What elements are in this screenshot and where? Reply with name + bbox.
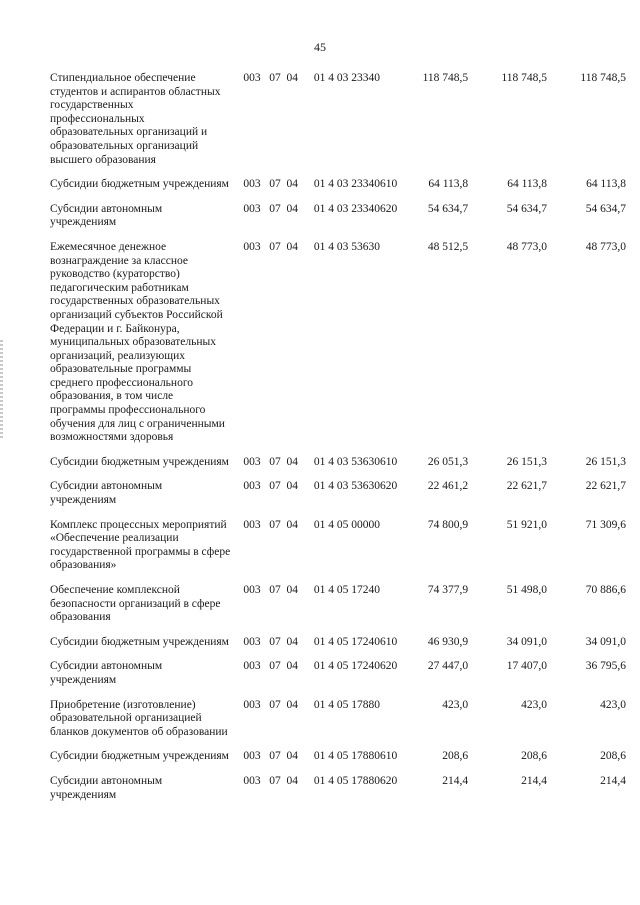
expense-type: 610 (380, 750, 398, 763)
table-row (50, 519, 626, 584)
table-row (50, 636, 626, 661)
ved-code: 003 (243, 240, 261, 253)
row-name: Ежемесячное денежное вознаграждение за классное руководство (кураторство) педагогическим работникам государственных образовательных организаций субъектов Российской Федерации и г. Байконура, муниципальных образовательных организаций, реализующих образовательные программы среднего профессионального образования, в том числе программы профессионального обучения для лиц с ограниченными возможностями здоровья (50, 240, 225, 444)
subsection-code: 04 (286, 750, 299, 763)
amount-year-1: 26 051,3 (427, 455, 469, 468)
expense-type: 620 (380, 660, 398, 673)
row-name: Субсидии бюджетным учреждениям (50, 750, 229, 763)
ved-code: 003 (243, 480, 261, 493)
row-name: Субсидии бюджетным учреждениям (50, 178, 229, 191)
section-code: 07 (269, 240, 281, 253)
amount-year-2: 48 773,0 (506, 240, 548, 253)
amount-year-2: 208,6 (521, 750, 548, 763)
subsection-code: 04 (286, 584, 299, 596)
target-article: 01 4 03 23340 (313, 202, 380, 215)
amount-year-1: 208,6 (442, 750, 469, 763)
ved-code: 003 (243, 660, 261, 673)
row-name: Субсидии автономным учреждениям (50, 660, 163, 686)
row-name: Субсидии автономным учреждениям (50, 480, 163, 507)
subsection-code: 04 (286, 774, 299, 787)
target-article: 01 4 05 17880 (313, 698, 380, 711)
page-number: 45 (314, 40, 326, 54)
amount-year-2: 26 151,3 (506, 455, 548, 468)
amount-year-1: 27 447,0 (427, 660, 469, 673)
row-code (230, 660, 298, 698)
amount-year-3: 54 634,7 (585, 202, 626, 215)
amount-year-1: 118 748,5 (422, 72, 469, 84)
section-code: 07 (269, 455, 281, 468)
subsection-code: 04 (286, 178, 299, 191)
row-name: Комплекс процессных мероприятий «Обеспечение реализации государственной программы в сфере образования» (50, 518, 231, 572)
ved-code: 003 (243, 698, 261, 711)
expense-type: 610 (380, 635, 398, 648)
row-code (230, 72, 298, 178)
amount-year-1: 48 512,5 (427, 240, 469, 253)
row-code (230, 203, 298, 241)
amount-year-2: 118 748,5 (501, 72, 548, 84)
amount-year-3: 70 886,6 (585, 584, 626, 596)
section-code: 07 (269, 698, 281, 711)
ved-code: 003 (243, 178, 261, 191)
target-article: 01 4 03 53630 (313, 240, 380, 253)
amount-year-3: 64 113,8 (586, 178, 626, 191)
table-row (50, 750, 626, 775)
amount-year-2: 51 921,0 (506, 518, 548, 531)
ved-code: 003 (243, 635, 261, 648)
table-row (50, 72, 626, 178)
amount-year-1: 74 800,9 (427, 518, 469, 531)
amount-year-3: 26 151,3 (585, 455, 626, 468)
subsection-code: 04 (286, 660, 299, 673)
amount-year-3: 22 621,7 (585, 480, 626, 493)
subsection-code: 04 (286, 455, 299, 468)
row-code (230, 480, 298, 518)
row-code (230, 699, 298, 751)
margin-scan-mark (0, 340, 3, 440)
budget-table-body (50, 72, 626, 813)
subsection-code: 04 (286, 518, 299, 531)
expense-type (380, 584, 403, 636)
amount-year-1: 423,0 (442, 698, 469, 711)
target-article: 01 4 05 17240 (313, 635, 380, 648)
target-article: 01 4 05 17240 (313, 660, 380, 673)
budget-table (50, 72, 626, 813)
ved-code: 003 (243, 455, 261, 468)
expense-type: 620 (380, 480, 398, 493)
amount-year-2: 22 621,7 (506, 480, 548, 493)
amount-year-2: 54 634,7 (506, 202, 548, 215)
subsection-code: 04 (286, 480, 299, 493)
row-name: Приобретение (изготовление) образовательной организацией бланков документов об образовании (50, 698, 228, 738)
target-article: 01 4 03 23340 (313, 178, 380, 191)
amount-year-3: 118 748,5 (580, 72, 626, 84)
table-row (50, 456, 626, 481)
section-code: 07 (269, 660, 281, 673)
row-code (230, 775, 298, 813)
section-code: 07 (269, 518, 281, 531)
table-row (50, 241, 626, 456)
row-name: Субсидии бюджетным учреждениям (50, 635, 229, 648)
amount-year-2: 423,0 (521, 698, 548, 711)
amount-year-3: 36 795,6 (585, 660, 626, 673)
subsection-code: 04 (286, 240, 299, 253)
amount-year-1: 214,4 (442, 774, 469, 787)
target-article: 01 4 05 17880 (313, 774, 380, 787)
table-row (50, 178, 626, 203)
amount-year-2: 64 113,8 (507, 178, 548, 191)
row-code (230, 636, 298, 661)
expense-type (380, 72, 403, 178)
amount-year-1: 46 930,9 (427, 635, 469, 648)
row-code (230, 241, 298, 456)
subsection-code: 04 (286, 698, 299, 711)
subsection-code: 04 (286, 202, 299, 215)
target-article: 01 4 03 23340 (313, 72, 380, 84)
section-code: 07 (269, 774, 281, 787)
row-code (230, 584, 298, 636)
section-code: 07 (269, 635, 281, 648)
amount-year-3: 48 773,0 (585, 240, 626, 253)
amount-year-3: 208,6 (600, 750, 626, 763)
row-name: Обеспечение комплексной безопасности организаций в сфере образования (50, 584, 221, 624)
row-name: Субсидии автономным учреждениям (50, 774, 163, 801)
amount-year-2: 51 498,0 (506, 584, 548, 596)
amount-year-2: 214,4 (521, 774, 548, 787)
section-code: 07 (269, 584, 281, 596)
table-row (50, 699, 626, 751)
table-row (50, 584, 626, 636)
section-code: 07 (269, 480, 281, 493)
row-name: Субсидии автономным учреждениям (50, 202, 163, 229)
expense-type (380, 699, 403, 751)
section-code: 07 (269, 72, 281, 84)
target-article: 01 4 03 53630 (313, 480, 380, 493)
table-row (50, 480, 626, 518)
amount-year-2: 34 091,0 (506, 635, 548, 648)
subsection-code: 04 (286, 72, 299, 84)
subsection-code: 04 (286, 635, 299, 648)
amount-year-1: 64 113,8 (428, 178, 469, 191)
row-name: Субсидии бюджетным учреждениям (50, 455, 229, 468)
amount-year-1: 74 377,9 (427, 584, 469, 596)
target-article: 01 4 05 17880 (313, 750, 380, 763)
section-code: 07 (269, 202, 281, 215)
expense-type: 610 (380, 178, 398, 191)
row-code (230, 750, 298, 775)
ved-code: 003 (243, 774, 261, 787)
amount-year-3: 214,4 (600, 774, 626, 787)
amount-year-3: 423,0 (600, 698, 626, 711)
amount-year-3: 34 091,0 (585, 635, 626, 648)
table-row (50, 203, 626, 241)
expense-type (380, 519, 403, 584)
expense-type (380, 241, 403, 456)
amount-year-3: 71 309,6 (585, 518, 626, 531)
amount-year-1: 54 634,7 (427, 202, 469, 215)
row-code (230, 519, 298, 584)
expense-type: 610 (380, 455, 398, 468)
target-article: 01 4 05 17240 (313, 584, 380, 596)
ved-code: 003 (243, 584, 261, 596)
expense-type: 620 (380, 202, 398, 215)
ved-code: 003 (243, 518, 261, 531)
row-code (230, 178, 298, 203)
ved-code: 003 (243, 750, 261, 763)
target-article: 01 4 03 53630 (313, 455, 380, 468)
target-article: 01 4 05 00000 (313, 518, 380, 531)
row-name: Стипендиальное обеспечение студентов и аспирантов областных государственных профессиональных образовательных организаций и образовательных организаций высшего образования (50, 72, 221, 166)
section-code: 07 (269, 178, 281, 191)
row-code (230, 456, 298, 481)
table-row (50, 660, 626, 698)
ved-code: 003 (243, 72, 261, 84)
amount-year-2: 17 407,0 (506, 660, 548, 673)
ved-code: 003 (243, 202, 261, 215)
expense-type: 620 (380, 774, 398, 787)
section-code: 07 (269, 750, 281, 763)
amount-year-1: 22 461,2 (427, 480, 469, 493)
table-row (50, 775, 626, 813)
